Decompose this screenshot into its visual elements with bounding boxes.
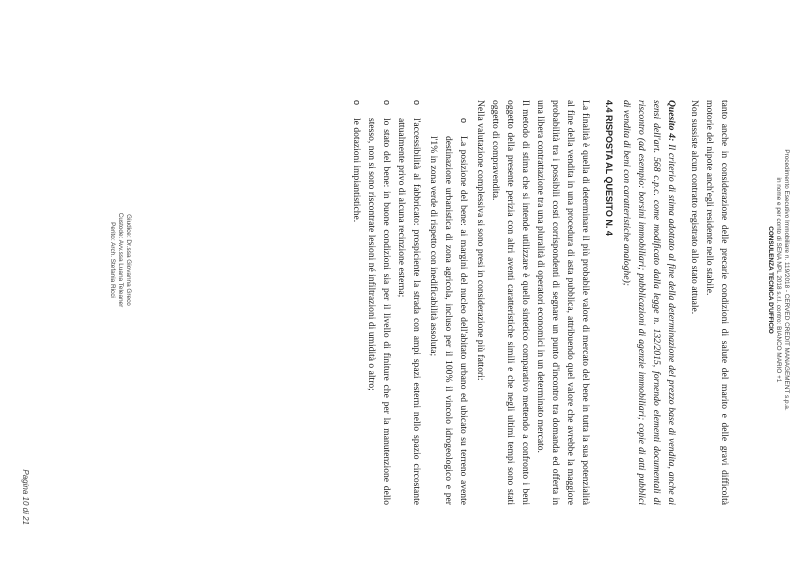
- header-parties-line: in nome e per conto di SENA NPL 2018 s.r.l. contro: BIANCO MARIO +1: [775, 177, 782, 383]
- answer-heading: 4.4 RISPOSTA AL QUESITO N. 4: [604, 100, 614, 236]
- paragraph-method: Il metodo di stima che si intende utilizzare è quello sintetico comparativo mettendo a confronto i beni oggetto della presente perizia con altri aventi caratteristiche simili e che negli ultimi tempi sono stati oggetto di compravendita.: [490, 100, 531, 505]
- footer-judge: Giudice: Dr.ssa Giovanna Greco: [125, 214, 132, 306]
- factor-sublist: [426, 118, 471, 505]
- document-body: [349, 100, 732, 505]
- list-item: o La posizione del bene: ai margini del nucleo dell'abitato urbano ed ubicato su terreno avente destinazione urbanistica di zona agricola, incluso per il 100% il vincolo idrogeologico e per l'1% in zona verde di rispetto con inedificabilità assoluta;: [426, 118, 471, 505]
- paragraph-purpose: La finalità è quella di determinare il più probabile valore di mercato del bene in tutta la sua potenzialità al fine della vendita in una procedura di asta pubblica, attribuendo quel valore che avrebbe la maggiore probabilità tra i possibili costi corrispondenti di segnare un punto d'incontro tra domanda ed offerta in una libera contrattazione tra una pluralità di operatori economici in un determinato mercato.: [535, 100, 591, 505]
- header-title: CONSULENZA TECNICA D'UFFICIO: [767, 226, 774, 334]
- page-number: Pagina 10 di 21: [21, 469, 30, 525]
- page-footer: [108, 130, 132, 390]
- question-text: Il criterio di stima adottato al fine della determinazione del prezzo base di vendita, anche ai sensi dell'art. 568 c.p.c. come modificato dalla legge n. 132/2015, fornendo elementi documentali di riscontro (ad esempio: borsini immobiliari; pubblicazioni di agenzie immobiliari; copie di atti pubblici di vendita di beni con caratteristiche analoghe);: [621, 100, 677, 505]
- header-case-line: Procedimento Esecutivo Immobiliare n. 119/2018 - CERVED CREDIT MANAGEMENT s.p.a.: [783, 149, 790, 411]
- paragraph-contract: Non sussiste alcun contratto registrato allo stato attuale.: [689, 100, 700, 315]
- factor-list: [349, 100, 424, 505]
- list-item: o le dotazioni impiantistiche.: [349, 100, 364, 505]
- footer-custodian: Custode: Avv.ssa Luana Teleaner: [117, 212, 124, 308]
- list-item: o lo stato del bene: in buone condizioni sia per il livello di finiture che per la manutenzione dello stesso, non si sono riscontrate lesioni né infiltrazioni di umidità o altro;: [364, 100, 394, 505]
- page-header: [766, 90, 790, 470]
- footer-expert: Perito: Arch. Stefania Ricci: [109, 222, 116, 298]
- list-item: o l'accessibilità al fabbricato: prospiciente la strada con ampi spazi esterni nello spazio circostante attualmente privo di alcuna recinzione esterna;: [394, 100, 424, 505]
- question-block: [619, 100, 679, 505]
- paragraph-factors: Nella valutazione complessiva si sono presi in considerazione più fattori:: [475, 100, 486, 381]
- paragraph-intro: tanto anche in considerazione delle precarie condizioni di salute del marito e delle gravi difficoltà motorie del nipote anch'egli residente nello stabile.: [704, 100, 730, 505]
- question-label: Quesito 4:: [666, 100, 677, 142]
